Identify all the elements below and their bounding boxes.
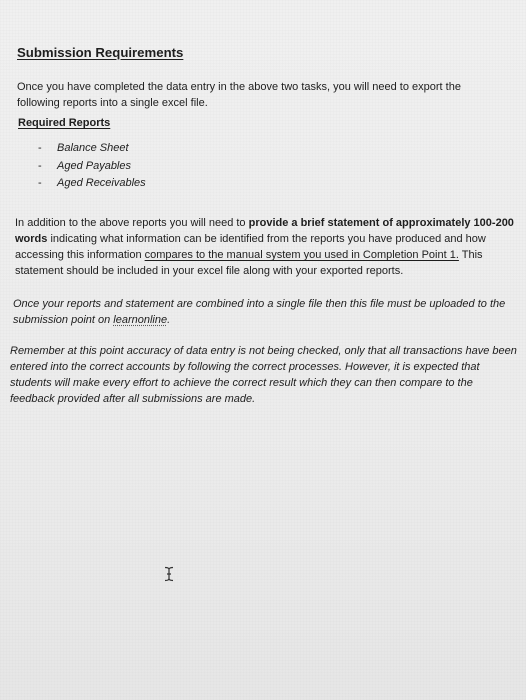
list-item: [38, 140, 146, 158]
list-item: [38, 158, 146, 176]
accuracy-note-paragraph: Remember at this point accuracy of data entry is not being checked, only that all transactions have been entered into the correct accounts by following the correct processes. However, it is expected that students will make every effort to achieve the correct result which they can then compare to the feedback provided after all submissions are made.: [10, 345, 517, 405]
report-name: Balance Sheet: [57, 142, 129, 154]
upload-text: Once your reports and statement are combined into a single file then this file must be uploaded to the submission point on: [13, 298, 506, 326]
intro-paragraph: Once you have completed the data entry in the above two tasks, you will need to export the following reports into a single excel file.: [17, 81, 461, 109]
statement-instructions-paragraph: [15, 215, 517, 279]
statement-text: indicating what information can be identified from the reports you have produced and how accessing this information: [15, 233, 486, 261]
statement-text: In addition to the above reports you will need to: [15, 217, 249, 229]
required-reports-list: [38, 140, 146, 193]
learnonline-word: learnonline: [113, 314, 168, 326]
statement-word-count-emphasis: provide a brief statement of approximately 100-200 words: [15, 217, 514, 245]
submission-requirements-heading: Submission Requirements: [17, 45, 184, 60]
upload-text-end: .: [167, 314, 171, 326]
upload-instructions-paragraph: [13, 296, 513, 328]
required-reports-heading: Required Reports: [18, 117, 111, 129]
report-name: Aged Receivables: [57, 177, 146, 189]
list-item: [38, 175, 146, 193]
text-cursor-icon: [163, 566, 175, 582]
bullet-dash: -: [38, 159, 42, 172]
statement-text: This statement should be included in your excel file along with your exported reports.: [15, 249, 483, 277]
bullet-dash: -: [38, 142, 42, 154]
bullet-dash: -: [38, 177, 42, 189]
completion-point-reference: compares to the manual system you used in Completion Point 1.: [144, 249, 459, 261]
report-name: Aged Payables: [57, 159, 131, 172]
